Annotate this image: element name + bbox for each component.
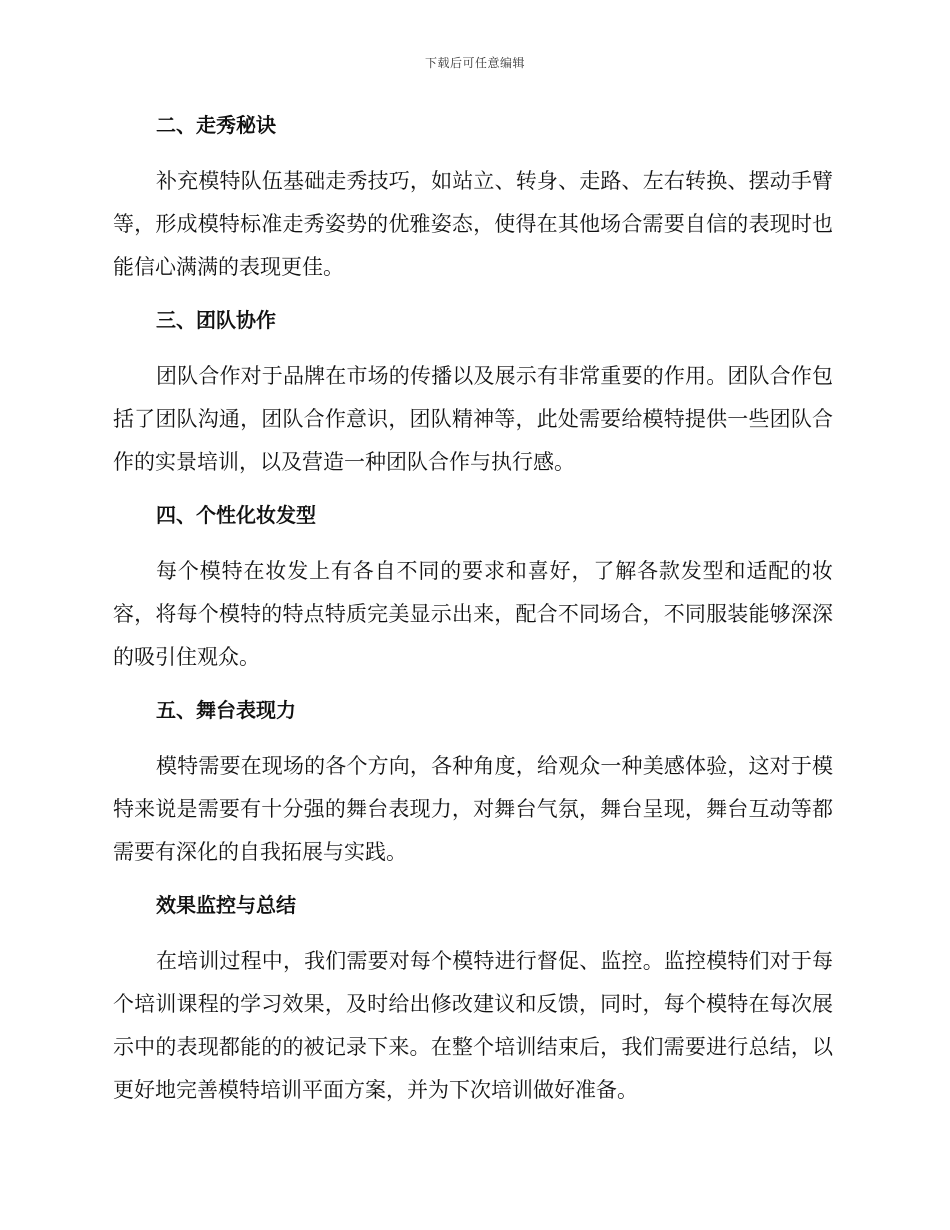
section-stage-presence: [113, 695, 833, 874]
section-paragraph: 在培训过程中，我们需要对每个模特进行督促、监控。监控模特们对于每个培训课程的学习效果，及时给出修改建议和反馈，同时，每个模特在每次展示中的表现都能的的被记录下来。在整个培训结束后，我们需要进行总结，以更好地完善模特培训平面方案，并为下次培训做好准备。: [113, 949, 833, 1102]
section-paragraph: 补充模特队伍基础走秀技巧，如站立、转身、走路、左右转换、摆动手臂等，形成模特标准走秀姿势的优雅姿态，使得在其他场合需要自信的表现时也能信心满满的表现更佳。: [113, 169, 833, 279]
section-catwalk-tips: [113, 110, 833, 289]
section-heading: 四、个性化妆发型: [156, 503, 316, 527]
section-teamwork: [113, 305, 833, 484]
section-makeup-hairstyle: [113, 500, 833, 679]
section-heading: 五、舞台表现力: [156, 698, 296, 722]
section-heading: 三、团队协作: [156, 308, 276, 332]
section-paragraph: 每个模特在妆发上有各自不同的要求和喜好，了解各款发型和适配的妆容，将每个模特的特点特质完美显示出来，配合不同场合，不同服装能够深深的吸引住观众。: [113, 559, 833, 669]
section-heading: 效果监控与总结: [156, 893, 296, 917]
section-monitoring-summary: [113, 890, 833, 1112]
section-heading: 二、走秀秘诀: [156, 113, 276, 137]
section-paragraph: 团队合作对于品牌在市场的传播以及展示有非常重要的作用。团队合作包括了团队沟通，团队合作意识，团队精神等，此处需要给模特提供一些团队合作的实景培训，以及营造一种团队合作与执行感。: [113, 364, 833, 474]
header-note: 下载后可任意编辑: [424, 56, 525, 70]
document-body: [113, 110, 833, 1128]
section-paragraph: 模特需要在现场的各个方向，各种角度，给观众一种美感体验，这对于模特来说是需要有十分强的舞台表现力，对舞台气氛，舞台呈现，舞台互动等都需要有深化的自我拓展与实践。: [113, 754, 833, 864]
